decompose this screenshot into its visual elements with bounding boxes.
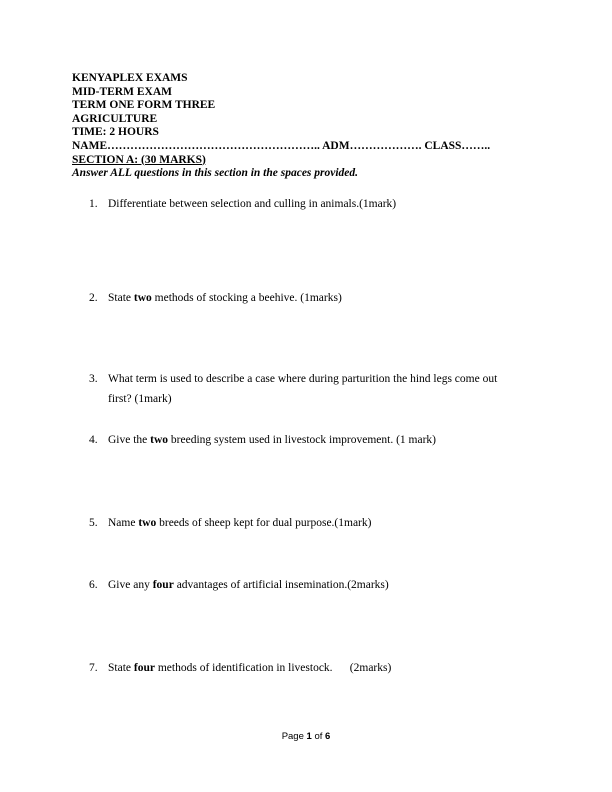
question-emphasis: two bbox=[150, 434, 169, 446]
page-number: 1 bbox=[306, 731, 312, 742]
question-text bbox=[108, 434, 436, 446]
question-text bbox=[108, 292, 342, 304]
question-number: 1. bbox=[89, 198, 98, 210]
question-emphasis: two bbox=[138, 517, 157, 529]
question-text-part: advantages of artificial insemination.(2marks) bbox=[173, 579, 389, 591]
question-text-part: Give any bbox=[108, 579, 153, 591]
question-6 bbox=[89, 575, 529, 595]
subject: AGRICULTURE bbox=[72, 112, 158, 125]
question-5 bbox=[89, 513, 529, 533]
question-text-part: State bbox=[108, 662, 134, 674]
question-text-part: methods of identification in livestock. (2marks) bbox=[154, 662, 392, 674]
question-text bbox=[108, 517, 371, 529]
exam-header bbox=[72, 72, 542, 181]
question-continuation: first? (1mark) bbox=[108, 393, 172, 405]
section-title: SECTION A: (30 MARKS) bbox=[72, 153, 206, 166]
question-text bbox=[108, 198, 396, 210]
exam-time: TIME: 2 HOURS bbox=[72, 126, 159, 139]
question-number: 2. bbox=[89, 292, 98, 304]
question-text-part: State bbox=[108, 292, 134, 304]
exam-type: MID-TERM EXAM bbox=[72, 85, 172, 98]
question-2 bbox=[89, 288, 529, 308]
page-footer bbox=[0, 731, 612, 742]
question-text-part: methods of stocking a beehive. (1marks) bbox=[151, 292, 342, 304]
page-label: Page bbox=[281, 731, 307, 742]
section-instruction: Answer ALL questions in this section in the spaces provided. bbox=[72, 167, 359, 180]
question-number: 7. bbox=[89, 662, 98, 674]
question-3 bbox=[89, 369, 529, 409]
question-text bbox=[108, 579, 389, 591]
question-4 bbox=[89, 430, 529, 450]
question-number: 6. bbox=[89, 579, 98, 591]
question-text-part: breeds of sheep kept for dual purpose.(1mark) bbox=[156, 517, 372, 529]
question-number: 3. bbox=[89, 373, 98, 385]
question-number: 5. bbox=[89, 517, 98, 529]
page-total: 6 bbox=[325, 731, 331, 742]
term-form: TERM ONE FORM THREE bbox=[72, 99, 216, 112]
page-of-label: of bbox=[311, 731, 326, 742]
student-details-line: NAME……………………………………………….. ADM………………. CLASS…….. bbox=[72, 139, 491, 152]
question-text-part: Name bbox=[108, 517, 139, 529]
question-emphasis: two bbox=[133, 292, 152, 304]
question-number: 4. bbox=[89, 434, 98, 446]
question-emphasis: four bbox=[152, 579, 174, 591]
question-7 bbox=[89, 658, 529, 678]
question-text bbox=[108, 662, 391, 674]
exam-body-title: KENYAPLEX EXAMS bbox=[72, 72, 188, 84]
question-text bbox=[108, 373, 497, 385]
question-1 bbox=[89, 194, 529, 214]
question-text-part: What term is used to describe a case where during parturition the hind legs come out bbox=[108, 373, 498, 385]
question-text-part: Differentiate between selection and culling in animals.(1mark) bbox=[108, 198, 397, 210]
question-emphasis: four bbox=[133, 662, 155, 674]
question-text-part: breeding system used in livestock improvement. (1 mark) bbox=[168, 434, 437, 446]
question-text-part: Give the bbox=[108, 434, 151, 446]
